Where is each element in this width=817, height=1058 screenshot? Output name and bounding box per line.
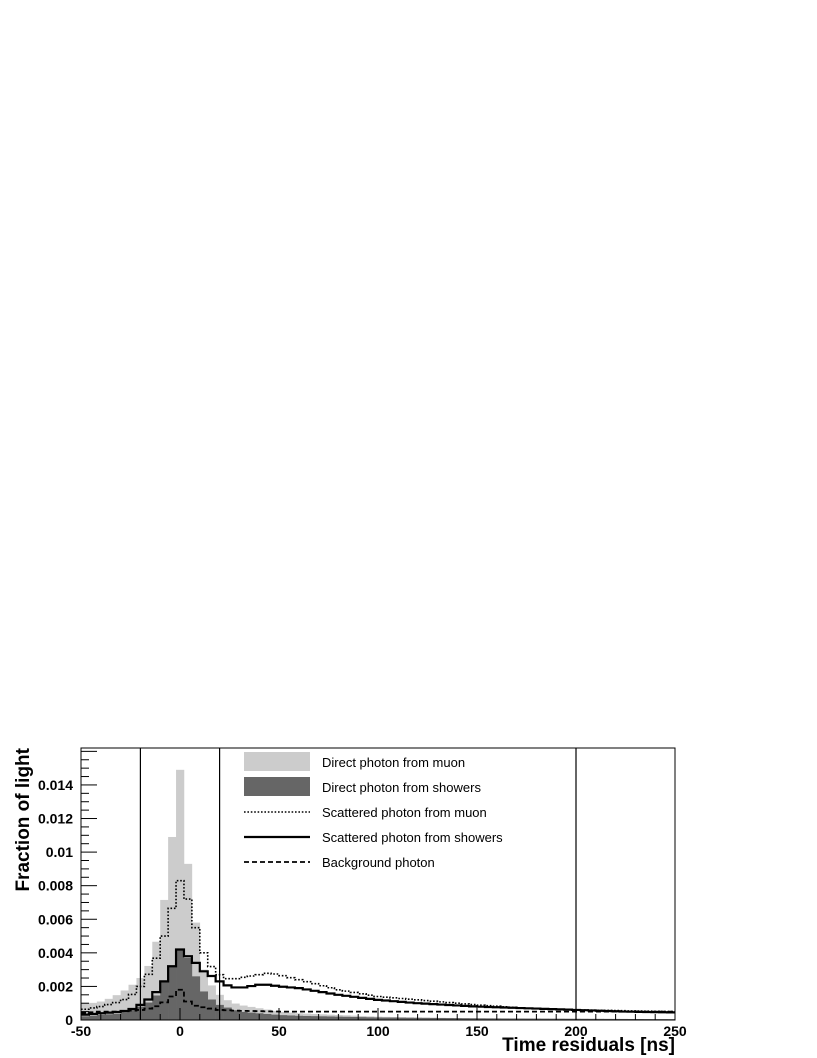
bar-direct-photon-from-showers: [247, 1013, 255, 1020]
bar-direct-photon-from-showers: [303, 1016, 311, 1020]
legend-label: Direct photon from muon: [322, 755, 466, 770]
legend-entry-scattered-photon-from-showers: [244, 830, 503, 845]
legend-label: Background photon: [322, 855, 435, 870]
bar-direct-photon-from-showers: [239, 1012, 247, 1020]
bar-direct-photon-from-showers: [208, 1000, 216, 1020]
legend-label: Scattered photon from showers: [322, 830, 503, 845]
bar-direct-photon-from-showers: [231, 1010, 239, 1020]
y-tick-label: 0: [65, 1012, 73, 1028]
bar-direct-photon-from-showers: [311, 1016, 319, 1020]
bar-direct-photon-from-showers: [81, 1016, 89, 1020]
bar-direct-photon-from-showers: [144, 1003, 152, 1020]
legend-label: Scattered photon from muon: [322, 805, 487, 820]
legend-entry-background-photon: [244, 855, 435, 870]
legend: [244, 752, 503, 870]
legend-entry-scattered-photon-from-muon: [244, 805, 487, 820]
legend-swatch: [244, 752, 310, 771]
y-tick-label: 0.008: [37, 877, 73, 894]
x-axis-title: Time residuals [ns]: [502, 1035, 675, 1056]
x-tick-label: -50: [70, 1023, 92, 1039]
bar-direct-photon-from-showers: [327, 1016, 335, 1020]
bar-direct-photon-from-showers: [279, 1015, 287, 1020]
y-tick-label: 0.006: [37, 911, 73, 928]
bar-direct-photon-from-showers: [192, 976, 200, 1020]
legend-label: Direct photon from showers: [322, 780, 481, 795]
bar-direct-photon-from-showers: [287, 1015, 295, 1020]
bar-direct-photon-from-showers: [271, 1015, 279, 1020]
y-tick-label: 0.014: [37, 776, 73, 793]
y-tick-label: 0.012: [37, 810, 73, 827]
x-tick-label: 100: [366, 1023, 390, 1039]
bar-direct-photon-from-showers: [160, 982, 168, 1020]
bar-direct-photon-from-showers: [263, 1014, 271, 1020]
x-tick-label: 250: [663, 1023, 687, 1039]
x-tick-label: 0: [176, 1023, 184, 1039]
bar-direct-photon-from-showers: [152, 995, 160, 1020]
bar-direct-photon-from-showers: [168, 966, 176, 1020]
y-tick-label: 0.004: [37, 944, 73, 961]
bar-direct-photon-from-showers: [89, 1016, 97, 1020]
bar-direct-photon-from-showers: [113, 1014, 121, 1020]
bar-direct-photon-from-showers: [105, 1014, 113, 1020]
bar-direct-photon-from-showers: [184, 958, 192, 1020]
x-tick-label: 50: [271, 1023, 287, 1039]
bar-direct-photon-from-showers: [319, 1016, 327, 1020]
legend-entry-direct-photon-from-showers: [244, 777, 481, 796]
y-tick-label: 0.01: [45, 844, 73, 861]
legend-swatch: [244, 777, 310, 796]
bar-direct-photon-from-showers: [121, 1012, 129, 1020]
bar-direct-photon-from-showers: [200, 991, 208, 1020]
y-tick-label: 0.002: [37, 978, 73, 995]
y-axis-title: Fraction of light: [13, 748, 34, 892]
legend-entry-direct-photon-from-muon: [244, 752, 465, 771]
x-tick-label: 150: [465, 1023, 489, 1039]
x-tick-label: 200: [564, 1023, 588, 1039]
